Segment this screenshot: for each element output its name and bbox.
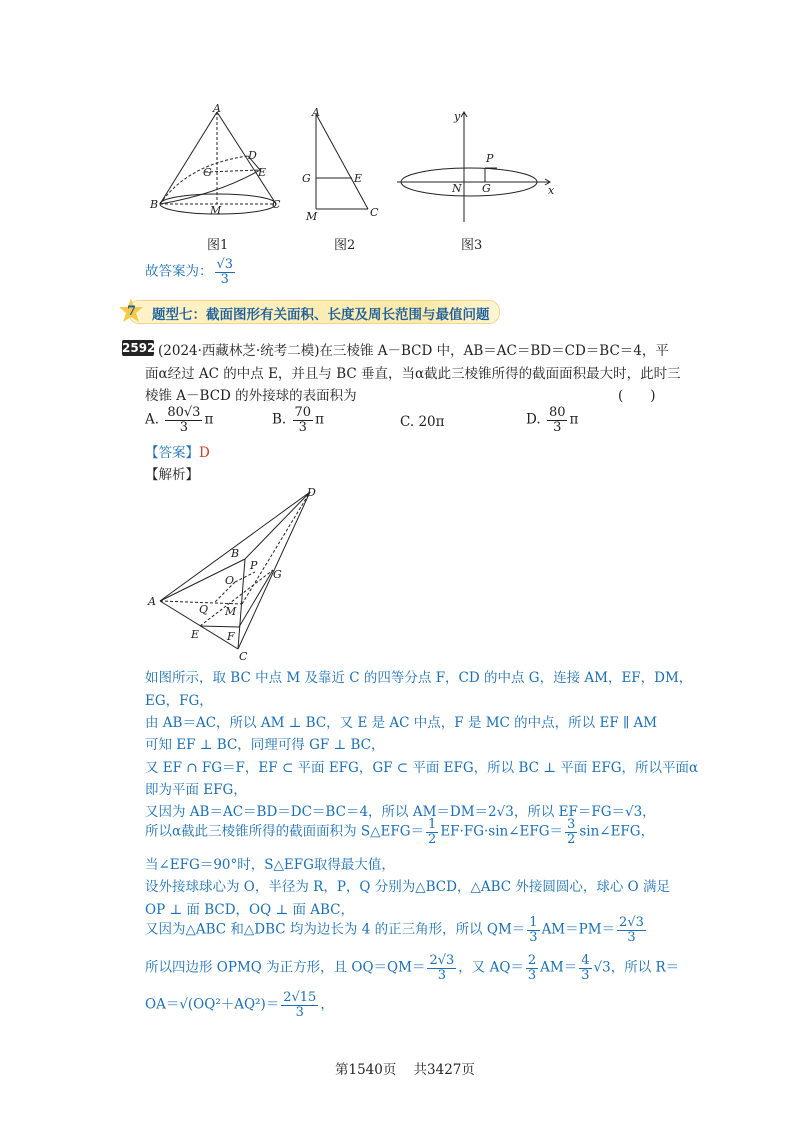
fig3-label-x: x	[548, 184, 555, 197]
fig4-label-M: M	[225, 605, 237, 618]
fig3-label-G: G	[482, 182, 491, 195]
fig2-label-M: M	[306, 210, 318, 223]
fig4-label-F: F	[227, 630, 235, 643]
figure-1-caption: 图1	[207, 238, 229, 253]
fig4-label-G: G	[273, 568, 282, 581]
solution-line-13: 所以四边形 OPMQ 为正方形，且 OQ＝QM＝ $\frac{2√3}{3}$ ，又 AQ＝ $\frac{2}{3}$ AM＝ $\frac{4}{3}$ √3，所以 R＝	[145, 953, 680, 983]
figure-3-ellipse	[392, 104, 562, 224]
solution-line-11: OP ⊥ 面 BCD，OQ ⊥ 面 ABC，	[145, 902, 354, 918]
page-number: 第1540页	[335, 1062, 397, 1078]
solution-line-12: 又因为△ABC 和△DBC 均为边长为 4 的正三角形，所以 QM＝ $\frac{1}{3}$ AM＝PM＝ $\frac{2√3}{3}$	[145, 915, 644, 945]
fig4-label-O: O	[225, 574, 235, 587]
fig4-label-P: P	[250, 559, 258, 572]
fig3-label-P: P	[486, 152, 494, 165]
solution-line-8: 所以α截此三棱锥所得的截面面积为 S△EFG＝ $\frac{1}{2}$ EF·FG·sin∠EFG＝ $\frac{3}{2}$ sin∠EFG，	[145, 817, 655, 847]
solution-line-1: 如图所示，取 BC 中点 M 及靠近 C 的四等分点 F，CD 的中点 G，连接 AM，EF，DM，	[145, 670, 693, 686]
question-line-2: 面α经过 AC 的中点 E，并且与 BC 垂直，当α截此三棱锥所得的截面面积最大时，此时三	[145, 366, 681, 382]
page-total: 共3427页	[413, 1062, 475, 1078]
fig2-label-G: G	[302, 172, 311, 185]
previous-answer: 故答案为： $\frac{√3}{3}$	[145, 257, 234, 287]
option-b: B. $\frac{70}{3}$ π	[272, 405, 324, 435]
fig4-label-Q: Q	[199, 603, 209, 616]
figure-3-caption: 图3	[461, 238, 483, 253]
question-line-3: 棱锥 A－BCD 的外接球的表面积为	[145, 388, 357, 404]
option-c: C. 20π	[400, 414, 445, 430]
fig1-label-A: A	[213, 104, 221, 115]
solution-line-3: 由 AB＝AC，所以 AM ⊥ BC，又 E 是 AC 中点，F 是 MC 的中点，所以 EF ∥ AM	[145, 715, 658, 731]
fig3-label-y: y	[454, 110, 461, 123]
answer-value: D	[199, 445, 210, 461]
figure-1-cone	[148, 104, 298, 224]
fig4-label-C: C	[239, 650, 248, 663]
fig3-label-N: N	[452, 182, 462, 195]
option-d: D. $\frac{80}{3}$ π	[526, 405, 579, 435]
answer-line	[145, 441, 210, 461]
solution-line-6: 即为平面 EFG，	[145, 782, 247, 798]
section-title: 题型七：截面图形有关面积、长度及周长范围与最值问题	[152, 307, 490, 323]
svg-text:7: 7	[127, 304, 137, 319]
fig1-label-B: B	[150, 198, 159, 211]
fig2-label-E: E	[354, 172, 363, 185]
figure-2-triangle	[296, 104, 386, 224]
solution-line-5: 又 EF ∩ FG＝F，EF ⊂ 平面 EFG，GF ⊂ 平面 EFG，所以 BC ⊥ 平面 EFG，所以平面α	[145, 760, 699, 776]
option-a: A. $\frac{80√3}{3}$ π	[145, 405, 214, 435]
answer-bracket: ( )	[618, 388, 656, 404]
solution-line-10: 设外接球球心为 O，半径为 R，P，Q 分别为△BCD，△ABC 外接圆圆心，球心 O 满足	[145, 879, 671, 895]
fig4-label-D: D	[307, 486, 316, 499]
solution-line-2: EG，FG，	[145, 693, 213, 709]
solution-line-7: 又因为 AB＝AC＝BD＝DC＝BC＝4，所以 AM＝DM＝2√3，所以 EF＝FG＝√3，	[145, 804, 656, 820]
fig4-label-A: A	[148, 595, 156, 608]
analysis-tag: 【解析】	[145, 467, 199, 483]
solution-line-14: OA＝√(OQ²＋AQ²)＝ $\frac{2√15}{3}$ ，	[145, 990, 334, 1020]
fig4-label-B: B	[231, 547, 240, 560]
solution-line-9: 当∠EFG＝90°时，S△EFG取得最大值，	[145, 857, 395, 873]
fig4-label-E: E	[191, 628, 200, 641]
fig1-label-M: M	[210, 204, 222, 217]
fig1-label-E: E	[258, 166, 267, 179]
figure-4-tetrahedron	[145, 484, 330, 664]
fig1-label-D: D	[248, 149, 257, 162]
figure-2-caption: 图2	[334, 238, 356, 253]
fig1-label-G: G	[203, 166, 212, 179]
star-number-icon	[118, 297, 144, 323]
fig2-label-A: A	[312, 106, 320, 119]
answer-tag: 【答案】	[145, 445, 199, 461]
fig2-label-C: C	[370, 206, 379, 219]
question-line-1: (2024·西藏林芝·统考二模)在三棱锥 A－BCD 中，AB＝AC＝BD＝CD＝BC＝4，平	[158, 343, 669, 359]
solution-line-4: 可知 EF ⊥ BC，同理可得 GF ⊥ BC，	[145, 737, 385, 753]
question-id-badge: 2592	[122, 341, 156, 355]
fig1-label-C: C	[272, 198, 281, 211]
page-footer	[335, 1058, 475, 1078]
